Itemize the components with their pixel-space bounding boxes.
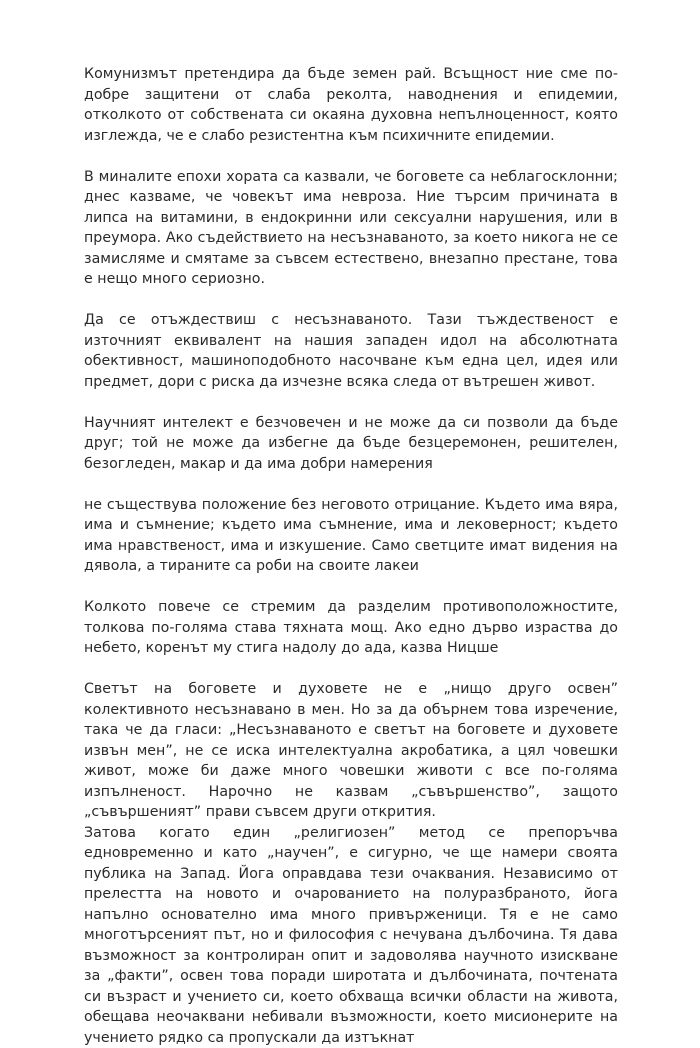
paragraph-identify-unconscious: Да се отъждествиш с несъзнаваното. Тази тъждественост е източният еквивалент на нашия западен идол на абсолютната обективност, машиноподобното насочване към една цел, идея или предмет, дори с риска да изчезне всяка следа от вътрешен живот. xyxy=(84,310,618,392)
paragraph-spacer xyxy=(84,474,618,495)
paragraph-opposites: Колкото повече се стремим да разделим противоположностите, толкова по-голяма става тяхната мощ. Ако едно дърво израства до небето, коренът му стига надолу до ада, казва Ницше xyxy=(84,597,618,659)
paragraph-spacer xyxy=(84,659,618,680)
paragraph-spacer xyxy=(84,577,618,598)
body-text xyxy=(84,64,618,1048)
paragraph-communism: Комунизмът претендира да бъде земен рай. Всъщност ние сме по-добре защитени от слаба реколта, наводнения и епидемии, отколкото от собствената си окаяна духовна непълноценност, която изглежда, че е слабо резистентна към психичните епидемии. xyxy=(84,64,618,146)
paragraph-yoga: Затова когато един „религиозен” метод се препоръчва едновременно и като „научен”, е сигурно, че ще намери своята публика на Запад. Йога оправдава тези очаквания. Независимо от прелестта на новото и очарованието на полуразбраното, йога напълно основателно има много привърженици. Тя е не само многотърсеният път, но и философия с нечувана дълбочина. Тя дава възможност за контролиран опит и задоволява научното изискване за „факти”, освен това поради широтата и дълбочината, почтената си възраст и учението си, което обхваща всички области на живота, обещава неочаквани небивали възможности, което мисионерите на учението рядко са пропускали да изтъкнат xyxy=(84,823,618,1048)
paragraph-spacer xyxy=(84,392,618,413)
paragraph-spacer xyxy=(84,290,618,311)
paragraph-negation: не съществува положение без неговото отрицание. Където има вяра, има и съмнение; където има съмнение, има и лековерност; където има нравственост, има и изкушение. Само светците имат видения на дявола, а тираните са роби на своите лакеи xyxy=(84,495,618,577)
paragraph-scientific-intellect: Научният интелект е безчовечен и не може да си позволи да бъде друг; той не може да избегне да бъде безцеремонен, решителен, безогледен, макар и да има добри намерения xyxy=(84,413,618,475)
paragraph-past-epochs: В миналите епохи хората са казвали, че боговете са неблагосклонни; днес казваме, че човекът има невроза. Ние търсим причината в липса на витамини, в ендокринни или сексуални нарушения, или в преумора. Ако съдействието на несъзнаваното, за което никога не се замисляме и смятаме за съвсем естествено, внезапно престане, това е нещо много сериозно. xyxy=(84,167,618,290)
paragraph-world-of-gods: Светът на боговете и духовете не е „нищо друго освен” колективното несъзнавано в мен. Но за да обърнем това изречение, така че да гласи: „Несъзнаваното е светът на боговете и духовете извън мен”, не се иска интелектуална акробатика, а цял човешки живот, може би даже много човешки животи с все по-голяма изпълненост. Нарочно не казвам „съвършенство”, защото „съвършеният” прави съвсем други открития. xyxy=(84,679,618,823)
paragraph-spacer xyxy=(84,146,618,167)
